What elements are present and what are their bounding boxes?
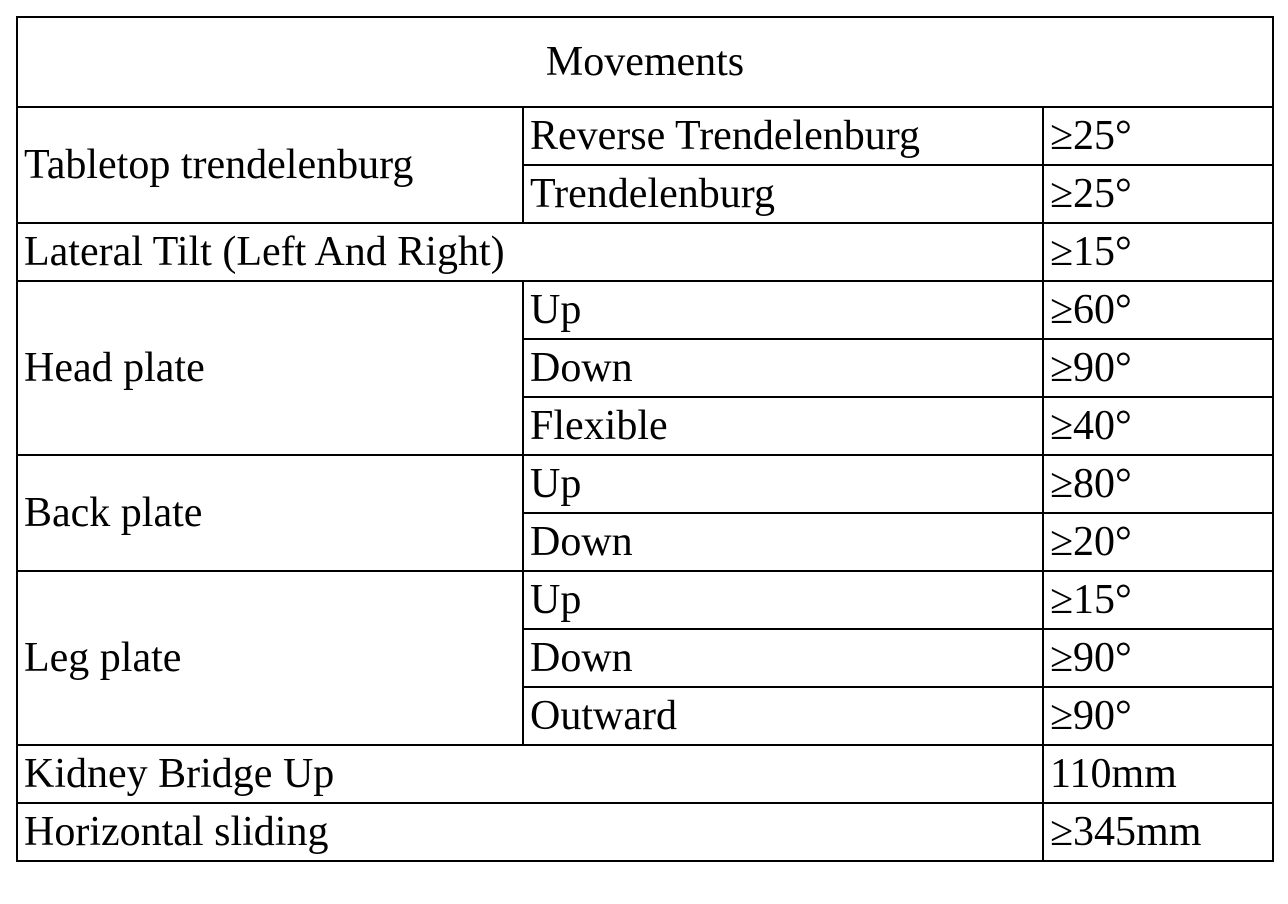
value-cell: ≥60°	[1043, 281, 1273, 339]
group-label: Horizontal sliding	[17, 803, 1043, 861]
value-cell: ≥20°	[1043, 513, 1273, 571]
sub-label: Trendelenburg	[523, 165, 1043, 223]
group-label: Leg plate	[17, 571, 523, 745]
movements-table	[16, 16, 1274, 862]
table-row	[17, 571, 1273, 629]
value-cell: 110mm	[1043, 745, 1273, 803]
value-cell: ≥90°	[1043, 339, 1273, 397]
table-row	[17, 745, 1273, 803]
value-cell: ≥40°	[1043, 397, 1273, 455]
sub-label: Up	[523, 281, 1043, 339]
table-row	[17, 281, 1273, 339]
sub-label: Reverse Trendelenburg	[523, 107, 1043, 165]
sub-label: Down	[523, 513, 1043, 571]
table-row	[17, 803, 1273, 861]
table-header-row	[17, 17, 1273, 107]
group-label: Head plate	[17, 281, 523, 455]
sub-label: Down	[523, 339, 1043, 397]
sub-label: Flexible	[523, 397, 1043, 455]
sub-label: Down	[523, 629, 1043, 687]
value-cell: ≥345mm	[1043, 803, 1273, 861]
value-cell: ≥80°	[1043, 455, 1273, 513]
value-cell: ≥25°	[1043, 107, 1273, 165]
sub-label: Up	[523, 571, 1043, 629]
group-label: Tabletop trendelenburg	[17, 107, 523, 223]
value-cell: ≥90°	[1043, 629, 1273, 687]
table-row	[17, 223, 1273, 281]
sub-label: Outward	[523, 687, 1043, 745]
table-row	[17, 455, 1273, 513]
table-title: Movements	[17, 17, 1273, 107]
group-label: Lateral Tilt (Left And Right)	[17, 223, 1043, 281]
value-cell: ≥25°	[1043, 165, 1273, 223]
value-cell: ≥90°	[1043, 687, 1273, 745]
table-row	[17, 107, 1273, 165]
group-label: Back plate	[17, 455, 523, 571]
value-cell: ≥15°	[1043, 571, 1273, 629]
group-label: Kidney Bridge Up	[17, 745, 1043, 803]
sub-label: Up	[523, 455, 1043, 513]
value-cell: ≥15°	[1043, 223, 1273, 281]
